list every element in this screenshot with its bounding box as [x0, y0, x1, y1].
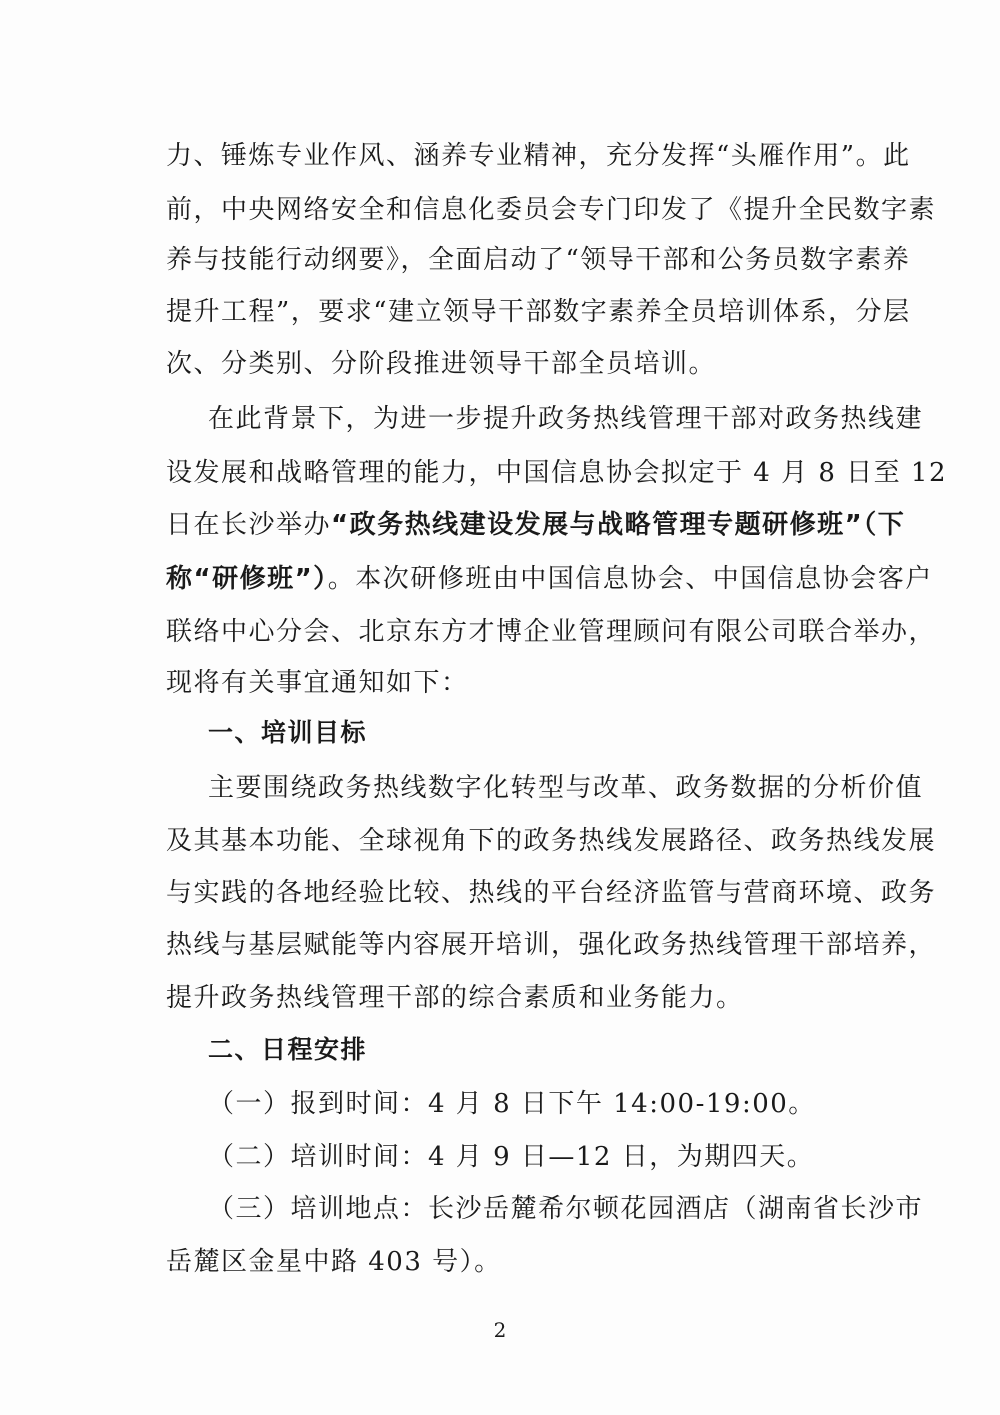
schedule-item-3-line-1: （三）培训地点：长沙岳麓希尔顿花园酒店（湖南省长沙市: [208, 1194, 924, 1224]
paragraph-1-line-5: 次、分类别、分阶段推进领导干部全员培训。: [166, 349, 717, 379]
section-1-line-5: 提升政务热线管理干部的综合素质和业务能力。: [166, 983, 744, 1013]
paragraph-2-line-4: [166, 561, 933, 597]
schedule-item-2: （二）培训时间：4 月 9 日—12 日，为期四天。: [208, 1142, 815, 1172]
page-number: 2: [493, 1318, 507, 1342]
event-title-bold: “政务热线建设发展与战略管理专题研修班”（下: [331, 510, 906, 540]
paragraph-2-line-2: 设发展和战略管理的能力，中国信息协会拟定于 4 月 8 日至 12: [166, 458, 947, 488]
section-1-line-3: 与实践的各地经验比较、热线的平台经济监管与营商环境、政务: [166, 878, 937, 908]
schedule-item-1: （一）报到时间：4 月 8 日下午 14:00-19:00。: [208, 1089, 816, 1119]
paragraph-1-line-3: 养与技能行动纲要》，全面启动了“领导干部和公务员数字素养: [166, 245, 911, 275]
paragraph-2-line-3: [166, 507, 906, 543]
short-name-bold: 称“研修班”）: [166, 564, 328, 594]
section-1-line-1: 主要围绕政务热线数字化转型与改革、政务数据的分析价值: [208, 773, 924, 803]
paragraph-2-line-1: 在此背景下，为进一步提升政务热线管理干部对政务热线建: [208, 404, 924, 434]
paragraph-2-line-4-plain: 。本次研修班由中国信息协会、中国信息协会客户: [327, 564, 933, 594]
section-1-line-4: 热线与基层赋能等内容展开培训，强化政务热线管理干部培养，: [166, 930, 937, 960]
section-2-heading: 二、日程安排: [208, 1035, 368, 1064]
section-1-heading: 一、培训目标: [208, 718, 368, 747]
paragraph-2-line-6: 现将有关事宜通知如下：: [166, 668, 469, 698]
paragraph-2-line-5: 联络中心分会、北京东方才博企业管理顾问有限公司联合举办，: [166, 617, 937, 647]
paragraph-1-line-1: 力、锤炼专业作风、涵养专业精神，充分发挥“头雁作用”。此: [166, 141, 911, 171]
section-1-line-2: 及其基本功能、全球视角下的政务热线发展路径、政务热线发展: [166, 826, 937, 856]
paragraph-1-line-4: 提升工程”，要求“建立领导干部数字素养全员培训体系，分层: [166, 297, 911, 327]
paragraph-1-line-2: 前，中央网络安全和信息化委员会专门印发了《提升全民数字素: [166, 195, 937, 225]
paragraph-2-line-3-plain: 日在长沙举办: [166, 510, 332, 540]
schedule-item-3-line-2: 岳麓区金星中路 403 号）。: [166, 1247, 502, 1277]
